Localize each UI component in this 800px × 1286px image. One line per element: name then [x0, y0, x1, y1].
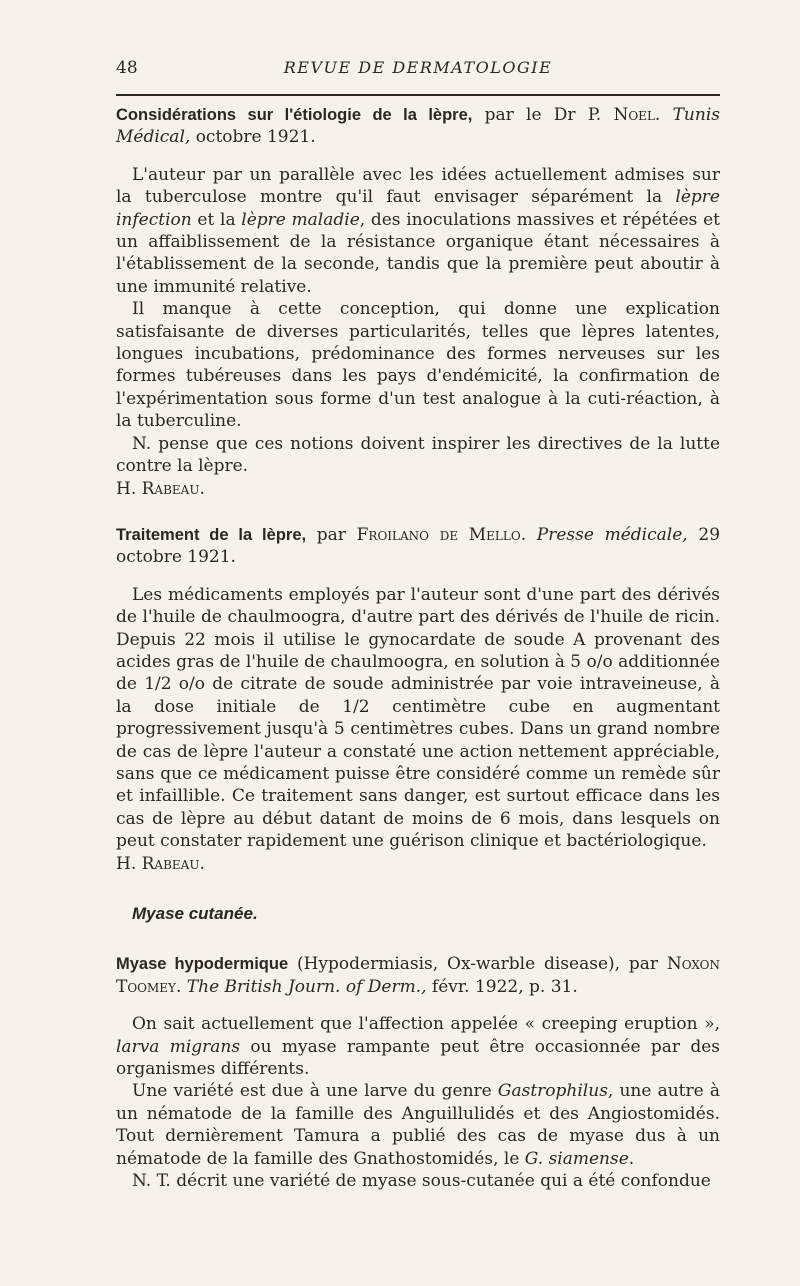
- article-date: octobre 1921.: [190, 127, 316, 148]
- paragraph: Il manque à cette conception, qui donne une explication satisfaisante de diverses particularités, telles que lèpres latentes, longues incubations, prédominance des formes nerveuses sur les formes tubéreuses dans les pays d'endémicité, la confirmation de l'expérimentation sous forme d'un test analogue à la cuti-réaction, à la tuberculine.: [116, 299, 720, 432]
- paragraph-text: L'auteur par un parallèle avec les idées actuellement admises sur la tuberculose montre qu'il faut envisager séparément la: [116, 164, 720, 208]
- emphasis-text: G. siamense: [524, 1148, 629, 1169]
- article-title: Considérations sur l'étiologie de la lèpre,: [116, 106, 473, 124]
- article-title: Traitement de la lèpre,: [116, 525, 307, 544]
- doctor-title: Dr: [553, 105, 576, 125]
- running-head: [116, 58, 720, 80]
- page-content: [116, 104, 720, 1192]
- paragraph-text: On sait actuellement que l'affection appelée « creeping eruption »,: [132, 1014, 720, 1035]
- article-heading-myase: [116, 953, 720, 998]
- article-heading-traitement: [116, 524, 720, 569]
- article-source: Presse médicale,: [536, 524, 688, 545]
- paragraph-text: et la: [191, 209, 242, 230]
- article-author: Froilano de Mello.: [356, 524, 527, 545]
- section-title: Myase cutanée.: [132, 904, 258, 923]
- paragraph: Les médicaments employés par l'auteur sont d'une part des dérivés de l'huile de chaulmoogra, d'autre part des dérivés de l'huile de ricin. Depuis 22 mois il utilise le gynocardate de soude A provenant des acides gras de l'huile de chaulmoogra, en solution à 5 o/o additionnée de 1/2 o/o de citrate de soude administrée par voie intraveineuse, à la dose initiale de 1/2 centimètre cube en augmentant progressivement jusqu'à 5 centimètres cubes. Dans un grand nombre de cas de lèpre l'auteur a constaté une action nettement appréciable, sans que ce médicament puisse être considéré comme un remède sûr et infaillible. Ce traitement sans danger, est surtout efficace dans les cas de lèpre au début datant de moins de 6 mois, dans lesquels on peut constater rapidement une guérison clinique et bactériologique.: [116, 584, 720, 852]
- page-number: 48: [116, 58, 138, 78]
- paragraph: N. T. décrit une variété de myase sous-cutanée qui a été confondue: [132, 1171, 711, 1192]
- paragraph: [116, 164, 720, 298]
- paragraph-text: Une variété est due à une larve du genre: [132, 1081, 498, 1102]
- emphasis-text: Gastrophilus: [497, 1081, 608, 1102]
- signature: H. Rabeau.: [116, 853, 205, 874]
- paragraph: [116, 1080, 720, 1170]
- paragraph-text: , une autre à un nématode de la famille des Anguillulidés et des Angiostomidés. Tout dernièrement Tamura a publié des cas de myase dus à un nématode de la famille des Gnathostomidés, le: [116, 1081, 720, 1169]
- paragraph-text: .: [628, 1148, 635, 1169]
- emphasis-text: larva migrans: [116, 1036, 241, 1057]
- article-source: Tunis Médical,: [116, 105, 720, 148]
- emphasis-text: lèpre infection: [116, 187, 720, 230]
- signature: H. Rabeau.: [116, 478, 205, 499]
- article-date: févr. 1922, p. 31.: [426, 976, 578, 997]
- paragraph: N. pense que ces notions doivent inspirer les directives de la lutte contre la lèpre.: [116, 433, 720, 477]
- byline-prefix: par le: [472, 105, 554, 125]
- paragraph: [116, 1013, 720, 1080]
- article-author: Noxon Toomey.: [116, 954, 720, 997]
- byline-prefix: par: [306, 524, 357, 545]
- article-date: 29 octobre 1921.: [116, 524, 721, 568]
- article-source: The British Journ. of Derm.,: [186, 976, 427, 997]
- journal-title: REVUE DE DERMATOLOGIE: [283, 58, 553, 77]
- emphasis-text: lèpre maladie: [241, 209, 360, 230]
- article-author: P. Noel.: [587, 105, 661, 125]
- header-rule: [116, 94, 720, 96]
- byline-prefix: (Hypodermiasis, Ox-warble disease), par: [288, 954, 667, 975]
- article-title: Myase hypodermique: [116, 955, 289, 974]
- article-heading-etiologie: [116, 104, 720, 149]
- paragraph-text: , des inoculations massives et répétées et un affaiblissement de la résistance organique étant nécessaires à l'établissement de la seconde, tandis que la première peut aboutir à une immunité relative.: [116, 209, 720, 297]
- paragraph-text: ou myase rampante peut être occasionnée par des organismes différents.: [116, 1036, 720, 1080]
